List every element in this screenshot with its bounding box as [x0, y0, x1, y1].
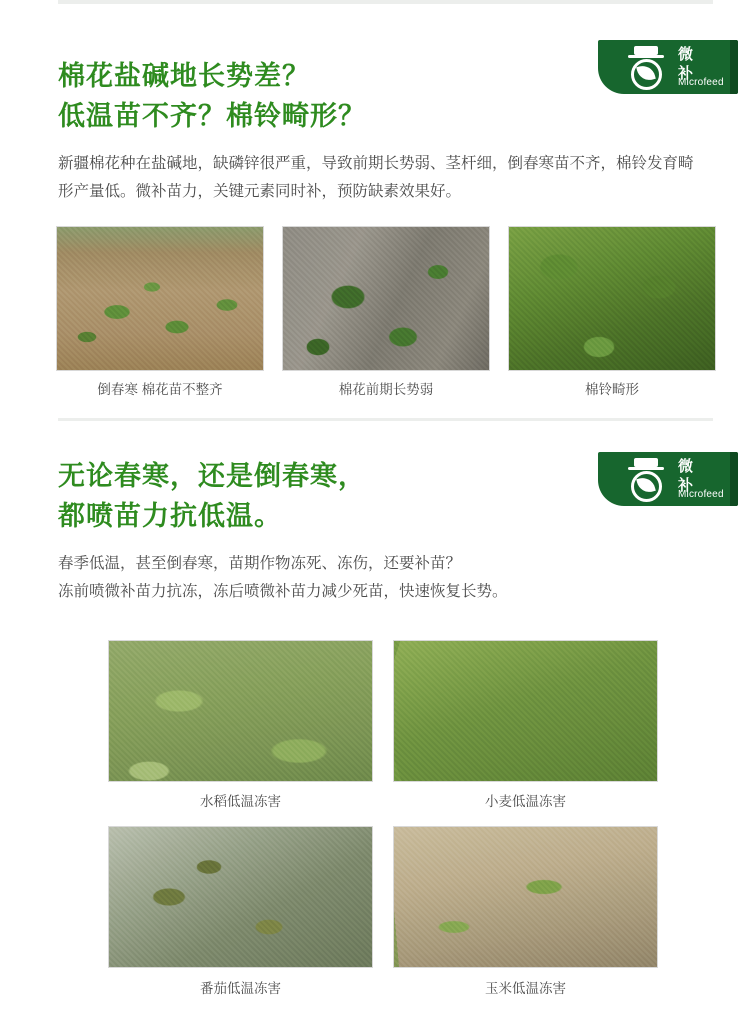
photo-cotton-boll-deformed [508, 226, 716, 371]
caption-cotton-weak-growth: 棉花前期长势弱 [338, 382, 434, 397]
brand-name-en: Microfeed [678, 489, 724, 500]
caption-rice-cold-damage: 水稻低温冻害 [200, 794, 281, 809]
microfeed-logo-icon [624, 456, 670, 502]
caption-tomato-cold-damage: 番茄低温冻害 [200, 981, 281, 996]
brand-name-en: Microfeed [678, 77, 724, 88]
caption-cotton-boll-deformed: 棉铃畸形 [585, 382, 639, 397]
section1-headline-line2: 低温苗不齐？棉铃畸形？ [58, 101, 366, 131]
brand-name-cn: 微 补 [678, 46, 695, 82]
caption-cotton-seedlings-uneven: 倒春寒 棉花苗不整齐 [97, 382, 223, 397]
photo-wheat-cold-damage [393, 640, 658, 782]
section2-body-line2: 冻前喷微补苗力抗冻，冻后喷微补苗力减少死苗，快速恢复长势。 [58, 583, 508, 600]
photo-cotton-seedlings-uneven [56, 226, 264, 371]
brand-logo-badge-2 [598, 452, 738, 506]
top-divider [58, 0, 713, 4]
photo-tomato-cold-damage [108, 826, 373, 968]
section1-headline-line1: 棉花盐碱地长势差？ [58, 61, 310, 91]
section1-body-text: 新疆棉花种在盐碱地，缺磷锌很严重，导致前期长势弱、茎杆细，倒春寒苗不齐，棉铃发育畸形产量低。微补苗力，关键元素同时补，预防缺素效果好。 [58, 155, 694, 200]
section-divider [58, 418, 713, 421]
microfeed-logo-icon [624, 44, 670, 90]
caption-wheat-cold-damage: 小麦低温冻害 [485, 794, 566, 809]
section2-headline-line2: 都喷苗力抗低温。 [58, 501, 282, 531]
brand-logo-badge-1 [598, 40, 738, 94]
photo-corn-cold-damage [393, 826, 658, 968]
section2-body-line1: 春季低温，甚至倒春寒，苗期作物冻死、冻伤，还要补苗？ [58, 555, 462, 572]
photo-cotton-weak-growth [282, 226, 490, 371]
caption-corn-cold-damage: 玉米低温冻害 [485, 981, 566, 996]
brand-name-cn: 微 补 [678, 458, 695, 494]
section2-headline-line1: 无论春寒，还是倒春寒， [58, 461, 366, 491]
photo-rice-cold-damage [108, 640, 373, 782]
